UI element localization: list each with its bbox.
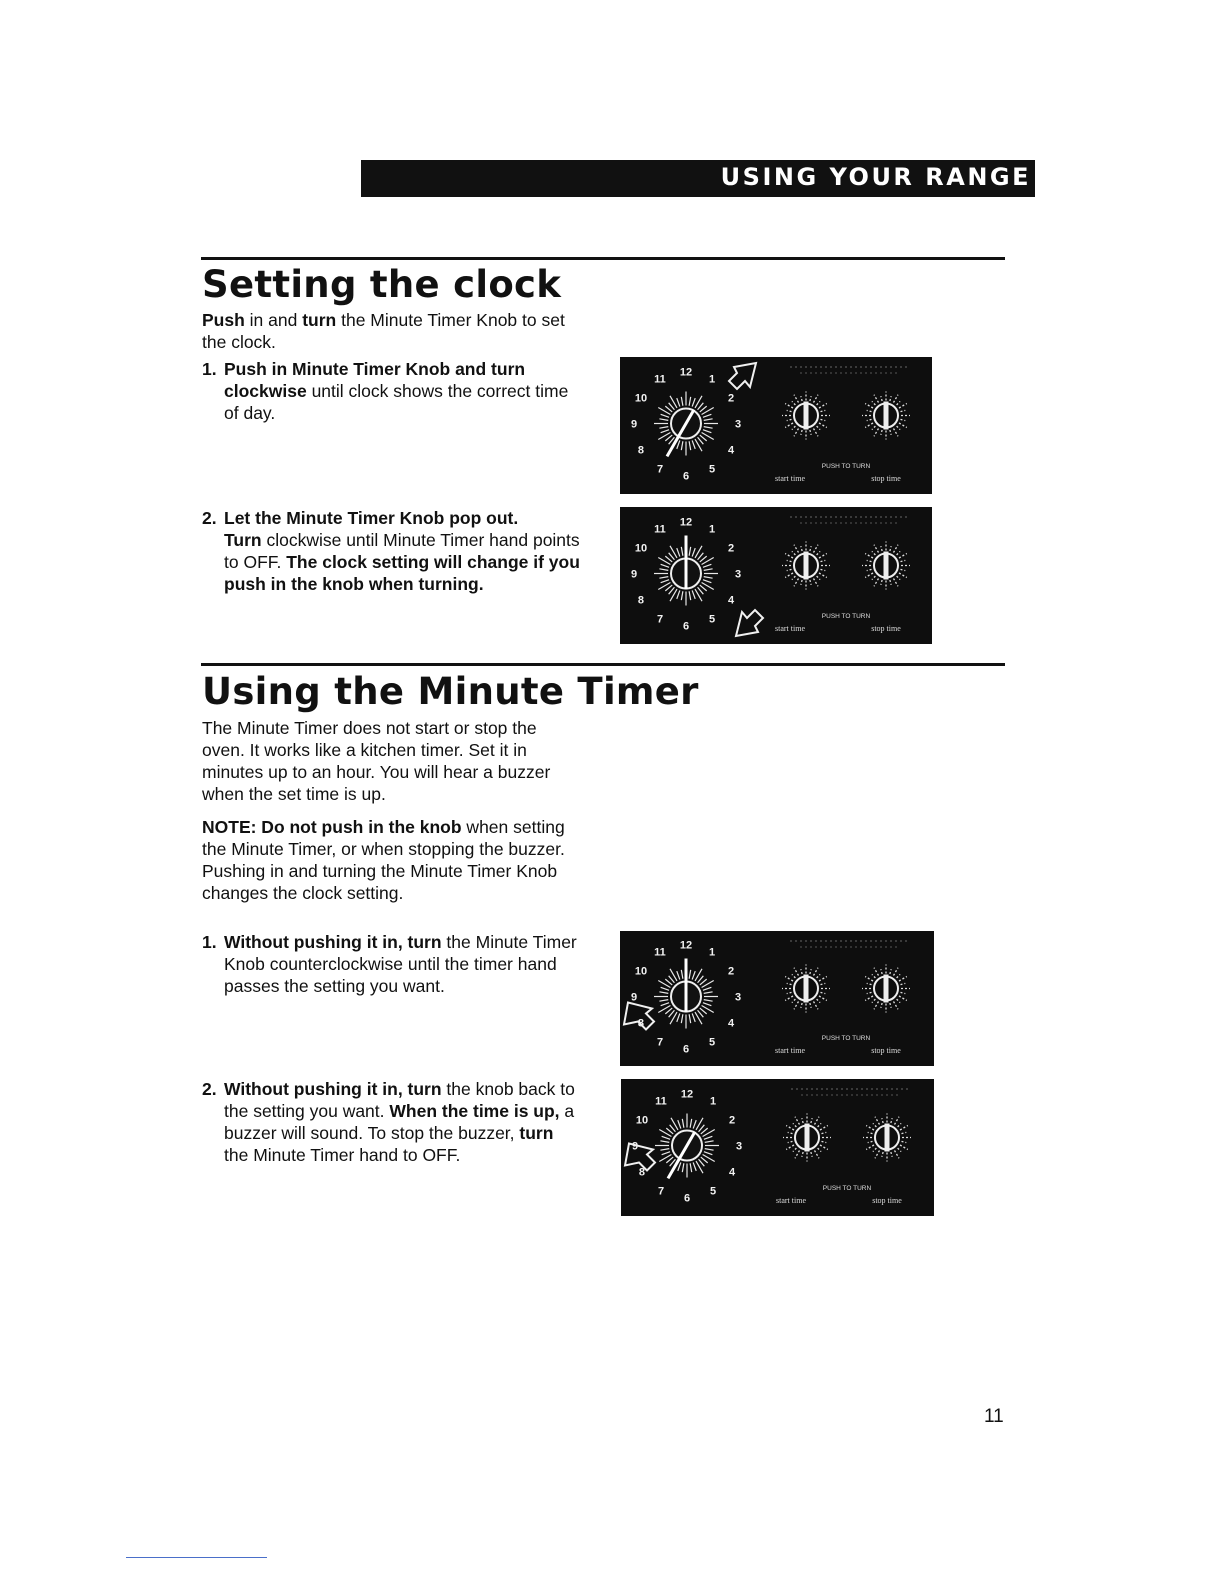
control-panel-illustration-2 <box>620 507 932 644</box>
start-time-knob <box>783 1114 831 1162</box>
control-panel-illustration-3 <box>620 931 934 1066</box>
header-section-title: USING YOUR RANGE <box>720 163 1031 191</box>
step-body <box>224 1078 582 1166</box>
start-time-knob <box>782 392 830 440</box>
step-bold: Let the Minute Timer Knob pop out. <box>224 508 519 528</box>
dial-number: 4 <box>727 444 735 457</box>
dial-number: 10 <box>635 1114 649 1127</box>
dial-number: 8 <box>637 1017 645 1030</box>
dial-number: 6 <box>683 1192 691 1205</box>
arrow-icon <box>736 610 763 636</box>
dial-number: 9 <box>630 991 638 1004</box>
clock-section-title: Setting the clock <box>202 263 562 306</box>
note-rest: when setting the Minute Timer, or when stopping the buzzer. Pushing in and turning the Minute Timer Knob changes the clock setting. <box>202 817 565 903</box>
timer-step-2 <box>202 1078 582 1166</box>
step-turn: turn <box>519 1123 554 1143</box>
step-body <box>224 358 582 424</box>
dial-number: 6 <box>682 620 690 633</box>
section-rule <box>201 257 1005 260</box>
stop-time-label: stop time <box>871 624 901 633</box>
control-panel-svg <box>621 1079 934 1216</box>
start-time-label: start time <box>775 624 805 633</box>
timer-step-1 <box>202 931 582 997</box>
start-time-label: start time <box>775 474 805 483</box>
control-panel-svg <box>620 507 932 644</box>
dial-number: 3 <box>734 991 742 1004</box>
control-panel-svg <box>620 357 932 494</box>
dial-number: 10 <box>634 965 648 978</box>
dial-number: 7 <box>656 1036 664 1049</box>
step-bold: Push in Minute Timer Knob and turn clockwise <box>224 359 526 401</box>
dial-number: 7 <box>656 613 664 626</box>
step-mid-2: a buzzer will sound. To stop the buzzer, <box>224 1101 575 1143</box>
step-number: 1. <box>202 359 217 379</box>
dial-number: 3 <box>735 1140 743 1153</box>
step-rest: until clock shows the correct time of day. <box>224 381 569 423</box>
stop-time-knob <box>863 1114 911 1162</box>
dial-number: 11 <box>654 946 666 959</box>
dial-number: 2 <box>727 965 735 978</box>
dial-number: 1 <box>708 523 716 536</box>
stop-time-knob <box>862 392 910 440</box>
stop-time-label: stop time <box>871 474 901 483</box>
clock-intro <box>202 309 582 353</box>
timer-intro: The Minute Timer does not start or stop the oven. It works like a kitchen timer. Set it in minutes up to an hour. You will hear a buzzer when the set time is up. <box>202 718 551 804</box>
start-time-label: start time <box>776 1196 806 1205</box>
dial-number: 10 <box>634 392 648 405</box>
dial-number: 4 <box>728 1166 736 1179</box>
clock-intro-push: Push <box>202 310 245 330</box>
dial-number: 8 <box>637 444 645 457</box>
dial-number: 12 <box>680 1088 694 1101</box>
step-number: 2. <box>202 1079 217 1099</box>
section-rule <box>201 663 1005 666</box>
control-panel-svg <box>620 931 934 1066</box>
dial-number: 9 <box>631 1140 639 1153</box>
stop-time-knob <box>862 542 910 590</box>
step-bold: Without pushing it in, turn <box>224 1079 442 1099</box>
dial-number: 12 <box>679 939 693 952</box>
step-rest: the Minute Timer Knob counterclockwise until the timer hand passes the setting you want. <box>224 932 577 996</box>
dial-number: 7 <box>656 463 664 476</box>
step-number: 1. <box>202 932 217 952</box>
dial-number: 1 <box>708 946 716 959</box>
dial-number: 3 <box>734 568 742 581</box>
dial-number: 12 <box>679 366 693 379</box>
start-time-knob <box>782 965 830 1013</box>
clock-step-1 <box>202 358 582 424</box>
dial-number: 7 <box>657 1185 665 1198</box>
step-bold: Without pushing it in, turn <box>224 932 442 952</box>
dial-number: 1 <box>709 1095 717 1108</box>
start-time-knob <box>782 542 830 590</box>
step-rest: the Minute Timer hand to OFF. <box>224 1145 461 1165</box>
header-bar <box>361 160 1035 197</box>
push-to-turn-label: PUSH TO TURN <box>821 1035 871 1042</box>
timer-section-title: Using the Minute Timer <box>202 670 699 713</box>
dial-number: 4 <box>727 1017 735 1030</box>
dial-number: 2 <box>728 1114 736 1127</box>
dial-number: 5 <box>708 463 716 476</box>
dial-number: 3 <box>734 418 742 431</box>
clock-intro-turn: turn <box>302 310 337 330</box>
start-time-label: start time <box>775 1046 805 1055</box>
step-number: 2. <box>202 508 217 528</box>
step-bold-2: When the time is up, <box>389 1101 560 1121</box>
push-to-turn-label: PUSH TO TURN <box>821 613 871 620</box>
dial-number: 8 <box>637 594 645 607</box>
dial-number: 4 <box>727 594 735 607</box>
push-to-turn-label: PUSH TO TURN <box>821 463 871 470</box>
dial-number: 11 <box>655 1095 667 1108</box>
dial-number: 8 <box>638 1166 646 1179</box>
dial-number: 9 <box>630 418 638 431</box>
step-body <box>224 507 582 595</box>
dial-number: 5 <box>708 1036 716 1049</box>
step-mid: the knob back to the setting you want. <box>224 1079 575 1121</box>
step-bold-2: The clock setting will change if you push in the knob when turning. <box>224 552 580 594</box>
stop-time-label: stop time <box>872 1196 902 1205</box>
dial-number: 12 <box>679 516 693 529</box>
dial-number: 6 <box>682 470 690 483</box>
control-panel-illustration-1 <box>620 357 932 494</box>
note-label: NOTE: Do not push in the knob <box>202 817 462 837</box>
dial-number: 5 <box>708 613 716 626</box>
stop-time-knob <box>862 965 910 1013</box>
footer-line <box>126 1557 267 1558</box>
arrow-icon <box>729 363 756 389</box>
clock-intro-mid: in and <box>244 310 303 330</box>
timer-note <box>202 816 582 904</box>
clock-step-2 <box>202 507 582 595</box>
step-turn: Turn <box>224 530 262 550</box>
clock-intro-rest: the Minute Timer Knob to set the clock. <box>202 310 565 352</box>
push-to-turn-label: PUSH TO TURN <box>822 1185 872 1192</box>
dial-number: 6 <box>682 1043 690 1056</box>
dial-number: 11 <box>654 373 666 386</box>
dial-number: 5 <box>709 1185 717 1198</box>
step-mid: clockwise until Minute Timer hand points to OFF. <box>224 530 580 572</box>
dial-number: 2 <box>727 542 735 555</box>
dial-number: 9 <box>630 568 638 581</box>
dial-number: 10 <box>634 542 648 555</box>
dial-number: 11 <box>654 523 666 536</box>
page-number: 11 <box>984 1406 1004 1427</box>
control-panel-illustration-4 <box>621 1079 934 1216</box>
step-body <box>224 931 582 997</box>
stop-time-label: stop time <box>871 1046 901 1055</box>
dial-number: 2 <box>727 392 735 405</box>
dial-number: 1 <box>708 373 716 386</box>
